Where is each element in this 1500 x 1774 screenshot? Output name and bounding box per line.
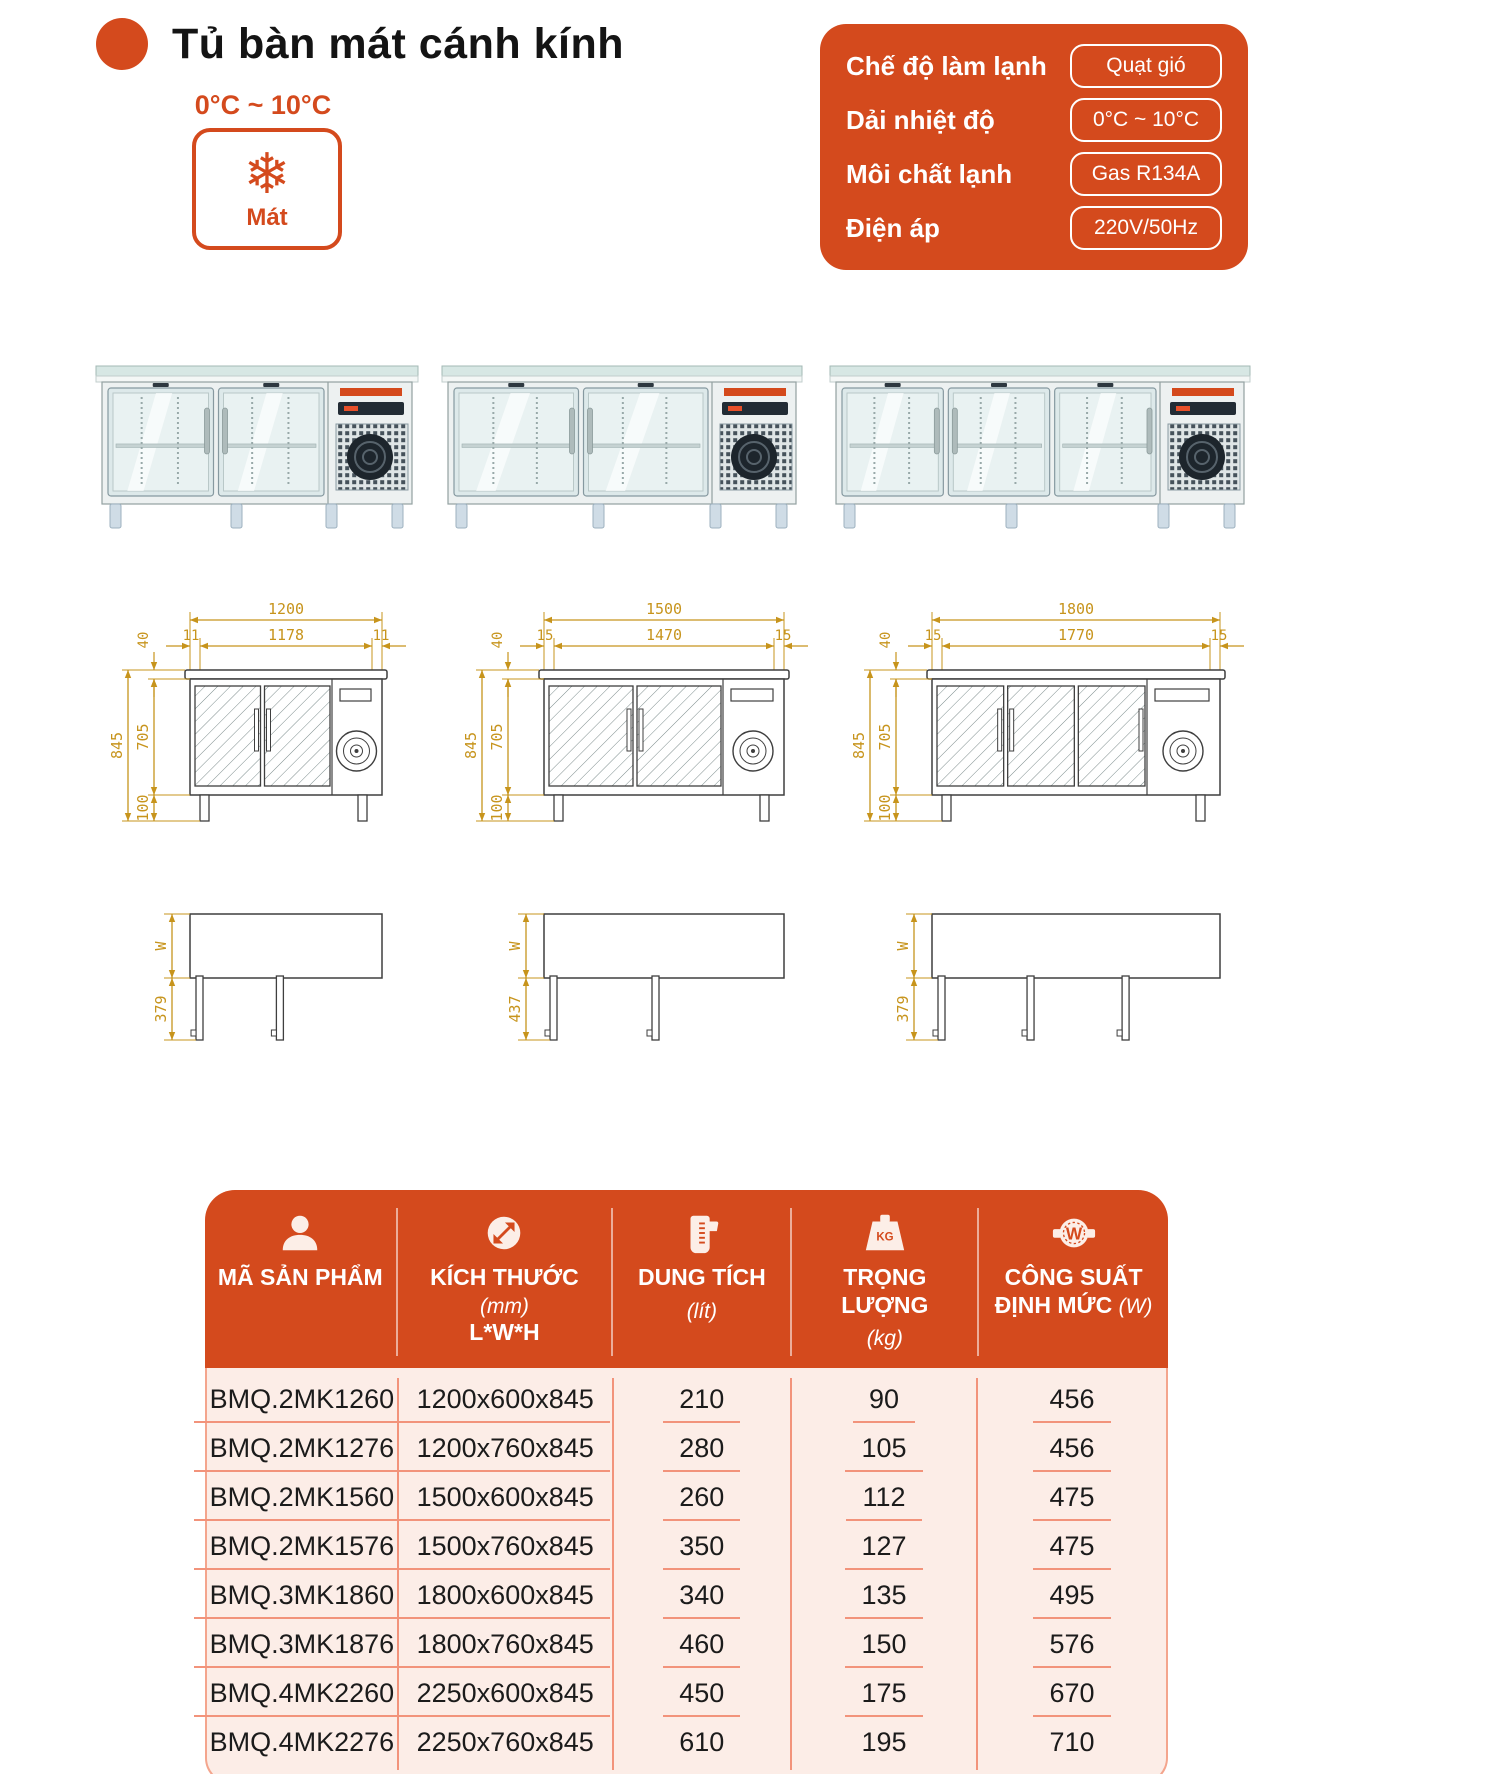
- spec-row-cooling-mode: [846, 44, 1222, 88]
- table-row: [207, 1427, 1166, 1476]
- table-cell-value: 127: [845, 1530, 922, 1570]
- table-cell: [399, 1427, 614, 1476]
- table-cell-value: 112: [846, 1481, 921, 1521]
- table-cell: [792, 1721, 978, 1770]
- table-cell-value: 610: [679, 1726, 725, 1757]
- col-header-power: [979, 1208, 1168, 1356]
- tech-drawing-1200: [104, 596, 418, 1081]
- table-cell-value: BMQ.2MK1276: [194, 1432, 411, 1472]
- table-cell-value: 350: [663, 1530, 740, 1570]
- col-header-unit: (mm): [479, 1294, 529, 1318]
- table-row: [207, 1721, 1166, 1770]
- table-cell: [399, 1574, 614, 1623]
- table-cell: [614, 1378, 792, 1427]
- table-cell: [792, 1525, 978, 1574]
- table-row: [207, 1476, 1166, 1525]
- svg-text:437: 437: [506, 995, 524, 1023]
- table-cell: [792, 1574, 978, 1623]
- cooling-badge: [192, 128, 342, 250]
- svg-text:W: W: [152, 941, 170, 951]
- table-cell-value: 195: [861, 1726, 907, 1757]
- table-cell: [207, 1427, 399, 1476]
- table-cell: [614, 1623, 792, 1672]
- table-cell: [978, 1623, 1166, 1672]
- spec-label: Chế độ làm lạnh: [846, 50, 1047, 81]
- svg-text:15: 15: [774, 628, 792, 644]
- svg-text:845: 845: [462, 731, 480, 760]
- spec-label: Môi chất lạnh: [846, 158, 1013, 189]
- table-cell-value: BMQ.2MK1260: [194, 1383, 411, 1423]
- spec-table: [205, 1190, 1168, 1774]
- svg-text:1200: 1200: [267, 600, 305, 618]
- table-cell: [792, 1623, 978, 1672]
- table-cell: [207, 1574, 399, 1623]
- table-cell-value: 340: [663, 1579, 740, 1619]
- svg-text:845: 845: [850, 731, 868, 760]
- table-cell-value: 2250x760x845: [416, 1726, 594, 1757]
- table-cell-value: 90: [853, 1383, 915, 1423]
- table-cell-value: 175: [845, 1677, 922, 1717]
- svg-text:15: 15: [536, 628, 554, 644]
- table-cell-value: 456: [1033, 1383, 1110, 1423]
- power-icon: [1051, 1210, 1097, 1256]
- spec-row-temp-range: [846, 98, 1222, 142]
- table-cell: [399, 1672, 614, 1721]
- table-cell-value: 670: [1033, 1677, 1110, 1717]
- table-cell: [978, 1672, 1166, 1721]
- table-cell: [614, 1574, 792, 1623]
- table-cell-value: 460: [663, 1628, 740, 1668]
- col-header-label: DUNG TÍCH: [637, 1264, 766, 1290]
- table-cell: [978, 1427, 1166, 1476]
- tech-drawing-1800: [846, 596, 1256, 1081]
- table-cell-value: 2250x600x845: [401, 1677, 610, 1717]
- table-cell: [978, 1721, 1166, 1770]
- svg-text:379: 379: [152, 995, 170, 1023]
- table-cell: [207, 1476, 399, 1525]
- cooling-badge-label: Mát: [246, 204, 288, 231]
- svg-text:40: 40: [878, 631, 894, 649]
- product-photo-3-door: [826, 346, 1254, 561]
- table-cell: [614, 1476, 792, 1525]
- svg-text:100: 100: [134, 794, 152, 822]
- table-row: [207, 1378, 1166, 1427]
- svg-text:15: 15: [924, 628, 942, 644]
- table-cell-value: 260: [663, 1481, 740, 1521]
- col-header-product-code: [205, 1208, 398, 1356]
- table-cell-value: BMQ.3MK1876: [194, 1628, 411, 1668]
- table-cell: [792, 1672, 978, 1721]
- table-cell-value: 1200x760x845: [401, 1432, 610, 1472]
- product-photo-2-door: [92, 346, 422, 561]
- table-cell: [207, 1525, 399, 1574]
- table-cell-value: 450: [663, 1677, 740, 1717]
- col-header-unit: (kg): [866, 1327, 903, 1351]
- table-cell-value: 280: [663, 1432, 740, 1472]
- product-photo-2-door-wide: [438, 346, 806, 561]
- svg-text:11: 11: [372, 628, 390, 644]
- table-cell-value: BMQ.3MK1860: [194, 1579, 411, 1619]
- spec-summary-box: [820, 24, 1248, 270]
- page-title: Tủ bàn mát cánh kính: [172, 19, 624, 68]
- table-cell: [399, 1525, 614, 1574]
- svg-text:100: 100: [488, 794, 506, 822]
- table-cell: [792, 1427, 978, 1476]
- snowflake-icon: ❄: [243, 142, 291, 205]
- col-header-text: KÍCH THƯỚC: [430, 1264, 579, 1290]
- col-header-unit: (lít): [686, 1299, 718, 1323]
- table-cell-value: 1200x600x845: [401, 1383, 610, 1423]
- table-row: [207, 1672, 1166, 1721]
- col-header-label: [404, 1264, 606, 1347]
- table-cell: [614, 1427, 792, 1476]
- spec-value-pill: 220V/50Hz: [1070, 206, 1222, 250]
- svg-text:1470: 1470: [645, 626, 683, 644]
- weight-icon: [862, 1210, 908, 1256]
- table-cell: [978, 1525, 1166, 1574]
- table-cell: [399, 1623, 614, 1672]
- spec-value-pill: Gas R134A: [1070, 152, 1222, 196]
- table-cell-value: 150: [845, 1628, 922, 1668]
- table-cell: [399, 1476, 614, 1525]
- col-header-dimensions: [398, 1208, 614, 1356]
- col-header-label: MÃ SẢN PHẨM: [217, 1264, 383, 1290]
- bullet-dot-icon: [96, 18, 148, 70]
- table-cell: [978, 1476, 1166, 1525]
- dimensions-icon: [481, 1210, 527, 1256]
- table-cell-value: 135: [845, 1579, 922, 1619]
- svg-text:40: 40: [136, 631, 152, 649]
- table-cell: [207, 1672, 399, 1721]
- svg-text:15: 15: [1210, 628, 1228, 644]
- table-cell: [614, 1672, 792, 1721]
- col-header-weight: [792, 1208, 979, 1356]
- svg-text:845: 845: [108, 731, 126, 760]
- svg-text:705: 705: [876, 723, 894, 751]
- table-cell-value: BMQ.2MK1560: [194, 1481, 411, 1521]
- spec-table-header: [205, 1190, 1168, 1368]
- table-cell-value: 1500x760x845: [401, 1530, 610, 1570]
- svg-text:1500: 1500: [645, 600, 683, 618]
- svg-text:KG: KG: [876, 1231, 894, 1244]
- table-cell: [207, 1721, 399, 1770]
- svg-text:1800: 1800: [1057, 600, 1095, 618]
- table-row: [207, 1574, 1166, 1623]
- user-icon: [277, 1210, 323, 1256]
- svg-text:1178: 1178: [267, 626, 305, 644]
- page-header: [96, 18, 624, 70]
- col-header-unit: (W): [1118, 1294, 1153, 1318]
- table-cell-value: 495: [1033, 1579, 1110, 1619]
- table-cell-value: 456: [1033, 1432, 1110, 1472]
- svg-text:W: W: [894, 941, 912, 951]
- svg-text:705: 705: [488, 723, 506, 751]
- table-cell-value: 475: [1033, 1530, 1110, 1570]
- table-row: [207, 1623, 1166, 1672]
- spec-row-voltage: [846, 206, 1222, 250]
- svg-text:40: 40: [490, 631, 506, 649]
- tech-drawing-1500: [458, 596, 820, 1081]
- svg-text:11: 11: [182, 628, 200, 644]
- svg-text:379: 379: [894, 995, 912, 1023]
- col-header-line2: L*W*H: [469, 1319, 540, 1346]
- table-cell: [207, 1623, 399, 1672]
- table-cell: [978, 1378, 1166, 1427]
- spec-value-pill: Quạt gió: [1070, 44, 1222, 88]
- svg-text:100: 100: [876, 794, 894, 822]
- table-cell-value: 1500x600x845: [401, 1481, 610, 1521]
- spec-value-pill: 0°C ~ 10°C: [1070, 98, 1222, 142]
- temp-range-label: 0°C ~ 10°C: [194, 90, 332, 120]
- svg-text:1770: 1770: [1057, 626, 1095, 644]
- capacity-icon: [679, 1210, 725, 1256]
- table-cell-value: 576: [1033, 1628, 1110, 1668]
- svg-text:W: W: [506, 941, 524, 951]
- svg-text:705: 705: [134, 723, 152, 751]
- table-cell: [792, 1476, 978, 1525]
- col-header-text: CÔNG SUẤT: [1004, 1264, 1143, 1290]
- table-cell: [207, 1378, 399, 1427]
- table-cell: [614, 1721, 792, 1770]
- table-cell: [978, 1574, 1166, 1623]
- col-header-label: [995, 1264, 1153, 1319]
- table-cell: [399, 1378, 614, 1427]
- table-cell-value: 710: [1049, 1726, 1095, 1757]
- table-cell-value: 105: [845, 1432, 922, 1472]
- table-cell: [399, 1721, 614, 1770]
- spec-label: Điện áp: [846, 212, 940, 243]
- spec-row-refrigerant: [846, 152, 1222, 196]
- spec-label: Dải nhiệt độ: [846, 104, 995, 135]
- table-cell: [792, 1378, 978, 1427]
- spec-table-body: [205, 1368, 1168, 1774]
- table-cell-value: BMQ.4MK2260: [194, 1677, 411, 1717]
- table-cell-value: 475: [1033, 1481, 1110, 1521]
- col-header-capacity: [613, 1208, 792, 1356]
- table-cell-value: BMQ.2MK1576: [194, 1530, 411, 1570]
- col-header-label: TRỌNG LƯỢNG: [841, 1264, 929, 1318]
- table-cell-value: BMQ.4MK2276: [209, 1726, 395, 1757]
- table-cell-value: 1800x600x845: [401, 1579, 610, 1619]
- col-header-line2: ĐỊNH MỨC: [994, 1291, 1113, 1318]
- svg-text:W: W: [1065, 1223, 1082, 1244]
- table-row: [207, 1525, 1166, 1574]
- table-cell: [614, 1525, 792, 1574]
- table-cell-value: 1800x760x845: [401, 1628, 610, 1668]
- table-cell-value: 210: [663, 1383, 740, 1423]
